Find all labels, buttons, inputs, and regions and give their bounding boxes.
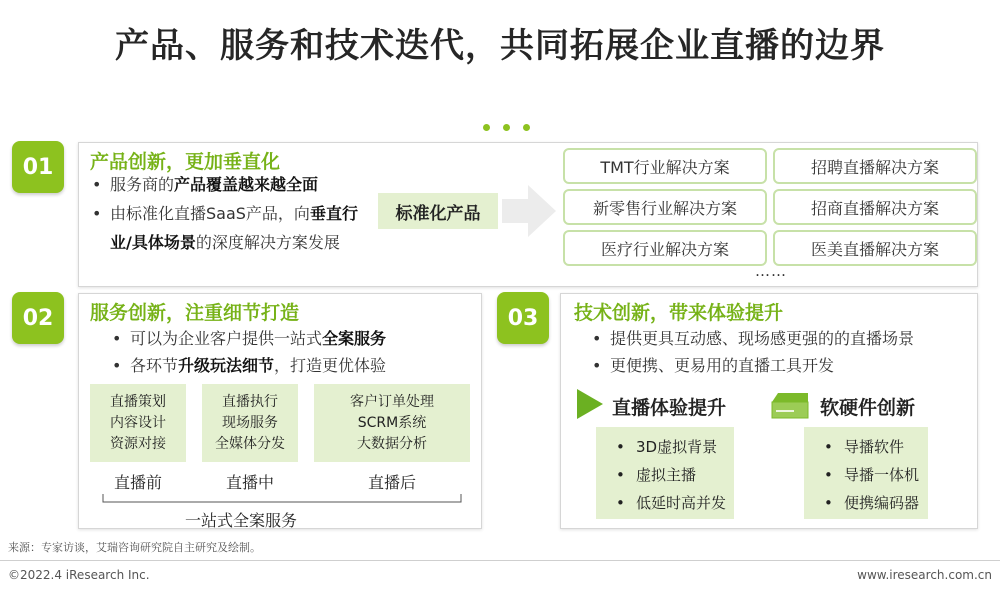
stage-during-label: 直播中: [225, 473, 274, 492]
onestop-bracket: [102, 494, 462, 508]
service-innovation-bullets: [110, 325, 480, 379]
stage-after-box: 客户订单处理 SCRM系统 大数据分析: [314, 384, 470, 462]
onestop-service-label: 一站式全案服务: [185, 511, 298, 530]
solution-medical: 医疗行业解决方案: [563, 230, 767, 266]
decorative-dots: [483, 124, 530, 131]
service-bullet-2: • 各环节升级玩法细节，打造更优体验: [110, 352, 480, 379]
right-arrow-icon: [502, 185, 556, 237]
solution-retail: 新零售行业解决方案: [563, 189, 767, 225]
website-link[interactable]: www.iresearch.com.cn: [857, 568, 992, 582]
footer-divider: [0, 560, 1000, 561]
product-bullet-1: • 服务商的产品覆盖越来越全面: [90, 170, 370, 199]
encoder-device-icon: [770, 392, 810, 420]
solution-investment: 招商直播解决方案: [773, 189, 977, 225]
tech-bullet-2: • 更便携、更易用的直播工具开发: [590, 352, 975, 379]
service-bullet-1: • 可以为企业客户提供一站式全案服务: [110, 325, 480, 352]
stage-during-box: 直播执行 现场服务 全媒体分发: [202, 384, 298, 462]
feature-low-latency: • 低延时高并发: [616, 489, 734, 517]
section-number-03: 03: [497, 292, 549, 344]
hardware-heading: 软硬件创新: [820, 397, 916, 419]
stage-after-label: 直播后: [367, 473, 416, 492]
product-bullet-2: • 由标准化直播SaaS产品，向垂直行业/具体场景的深度解决方案发展: [90, 199, 370, 257]
experience-heading: 直播体验提升: [612, 397, 727, 419]
product-innovation-bullets: [90, 170, 370, 257]
solution-recruit: 招聘直播解决方案: [773, 148, 977, 184]
more-solutions-ellipsis: ……: [755, 262, 787, 280]
hardware-features: [804, 427, 928, 519]
tech-innovation-heading: 技术创新，带来体验提升: [574, 302, 784, 324]
feature-portable-encoder: • 便携编码器: [824, 489, 928, 517]
product-innovation-heading: 产品创新，更加垂直化: [90, 151, 281, 173]
play-icon: [577, 389, 603, 419]
feature-3d-background: • 3D虚拟背景: [616, 433, 734, 461]
solution-aesthetic: 医美直播解决方案: [773, 230, 977, 266]
stage-before-label: 直播前: [113, 473, 162, 492]
section-number-02: 02: [12, 292, 64, 344]
tech-innovation-bullets: [590, 325, 975, 379]
section-number-01: 01: [12, 141, 64, 193]
page-title: 产品、服务和技术迭代，共同拓展企业直播的边界: [115, 26, 885, 66]
solution-tmt: TMT行业解决方案: [563, 148, 767, 184]
standard-product-label: 标准化产品: [378, 193, 498, 229]
stage-before-box: 直播策划 内容设计 资源对接: [90, 384, 186, 462]
tech-bullet-1: • 提供更具互动感、现场感更强的的直播场景: [590, 325, 975, 352]
copyright: ©2022.4 iResearch Inc.: [8, 568, 150, 582]
feature-director-software: • 导播软件: [824, 433, 928, 461]
source-note: 来源：专家访谈，艾瑞咨询研究院自主研究及绘制。: [8, 541, 261, 554]
experience-features: [596, 427, 734, 519]
service-innovation-heading: 服务创新，注重细节打造: [90, 302, 300, 324]
feature-director-machine: • 导播一体机: [824, 461, 928, 489]
feature-virtual-host: • 虚拟主播: [616, 461, 734, 489]
